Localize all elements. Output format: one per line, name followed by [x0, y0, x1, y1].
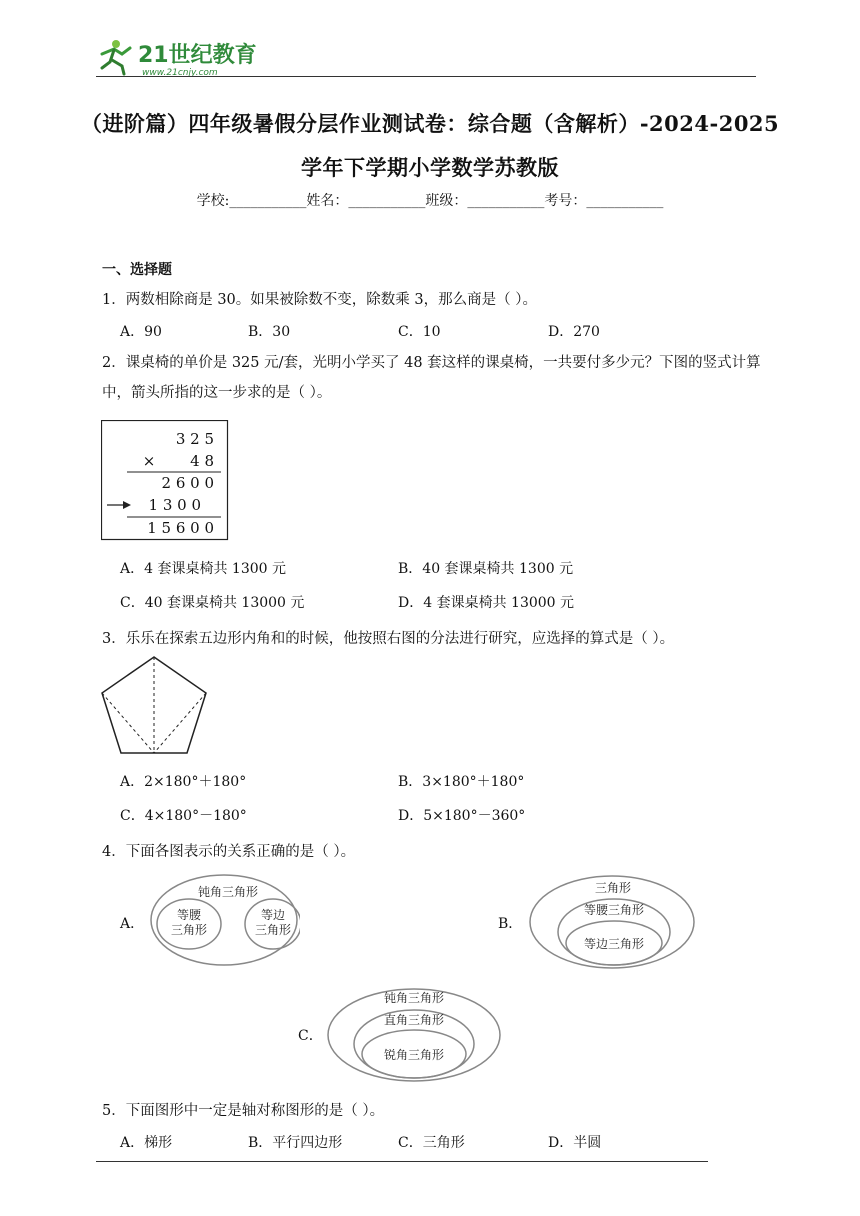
question-2-text: 2．课桌椅的单价是 325 元/套，光明小学买了 48 套这样的课桌椅，一共要付多少元？下图的竖式计算中，箭头所指的这一步求的是（ ）。	[102, 355, 761, 401]
venn-c-outer-label: 钝角三角形	[383, 991, 445, 1005]
vertical-multiplication-figure	[101, 420, 229, 541]
q5-option-c: C．三角形	[398, 1135, 465, 1151]
calc-row-partial-2: 1 3 0 0	[148, 496, 201, 514]
question-5-text: 5．下面图形中一定是轴对称图形的是（ ）。	[102, 1103, 385, 1119]
q3-option-b: B．3×180°＋180°	[398, 774, 525, 790]
calc-row-product: 1 5 6 0 0	[147, 519, 214, 537]
q4-option-a-label: A．	[120, 916, 145, 932]
venn-a-left-label-1: 等腰	[176, 908, 202, 922]
venn-c-middle-label: 直角三角形	[383, 1013, 445, 1027]
q2-option-b: B．40 套课桌椅共 1300 元	[398, 561, 574, 577]
q4-option-c-label: C．	[298, 1028, 323, 1044]
calc-row-partial-1: 2 6 0 0	[161, 474, 214, 492]
q5-option-b: B．平行四边形	[248, 1135, 343, 1151]
pentagon-figure	[100, 655, 210, 757]
venn-a-left-label-2: 三角形	[170, 923, 208, 937]
venn-c-inner-label: 锐角三角形	[383, 1048, 445, 1062]
calc-row-multiplicand: 3 2 5	[175, 430, 214, 448]
q1-option-a: A．90	[120, 324, 162, 340]
venn-diagram-c	[326, 986, 502, 1084]
venn-b-outer-label: 三角形	[594, 881, 632, 895]
question-3-text: 3．乐乐在探索五边形内角和的时候，他按照右图的分法进行研究，应选择的算式是（ ）。	[102, 631, 675, 647]
q3-option-a: A．2×180°＋180°	[120, 774, 247, 790]
question-4-text: 4．下面各图表示的关系正确的是（ ）。	[102, 844, 356, 860]
arrow-icon	[107, 501, 131, 509]
runner-icon	[102, 40, 130, 74]
logo-url-text: www.21cnjy.com	[142, 68, 218, 78]
venn-a-outer-label: 钝角三角形	[197, 885, 259, 899]
q2-option-d: D．4 套课桌椅共 13000 元	[398, 595, 575, 611]
q1-option-b: B．30	[248, 324, 291, 340]
calc-row-multiplier: 4 8	[190, 452, 214, 470]
q1-option-d: D．270	[548, 324, 600, 340]
venn-a-right-label-1: 等边	[260, 908, 286, 922]
q2-option-c: C．40 套课桌椅共 13000 元	[120, 595, 305, 611]
question-1-text: 1．两数相除商是 30。如果被除数不变，除数乘 3，那么商是（ ）。	[102, 292, 537, 308]
q3-option-c: C．4×180°－180°	[120, 808, 247, 824]
student-info-line: 学校:___________姓名：___________班级：___________考号：___________	[196, 193, 664, 209]
q3-option-d: D．5×180°－360°	[398, 808, 526, 824]
site-logo	[96, 36, 266, 80]
section-heading: 一、选择题	[102, 262, 172, 278]
q4-option-b-label: B．	[498, 916, 523, 932]
q5-option-a: A．梯形	[120, 1135, 173, 1151]
venn-a-right-label-2: 三角形	[254, 923, 292, 937]
header-rule	[96, 76, 756, 77]
venn-diagram-a	[148, 872, 300, 968]
venn-b-middle-label: 等腰三角形	[583, 903, 645, 917]
logo-brand-text: 21世纪教育	[138, 43, 257, 68]
q5-option-d: D．半圆	[548, 1135, 602, 1151]
q2-option-a: A．4 套课桌椅共 1300 元	[120, 561, 286, 577]
venn-b-inner-label: 等边三角形	[583, 937, 645, 951]
doc-title-line1: （进阶篇）四年级暑假分层作业测试卷：综合题（含解析）-2024-2025	[80, 111, 780, 136]
venn-diagram-b	[528, 873, 696, 971]
footer-rule	[96, 1161, 708, 1162]
doc-title-line2: 学年下学期小学数学苏教版	[301, 155, 559, 180]
q1-option-c: C．10	[398, 324, 441, 340]
calc-times-sign: ×	[142, 452, 156, 470]
